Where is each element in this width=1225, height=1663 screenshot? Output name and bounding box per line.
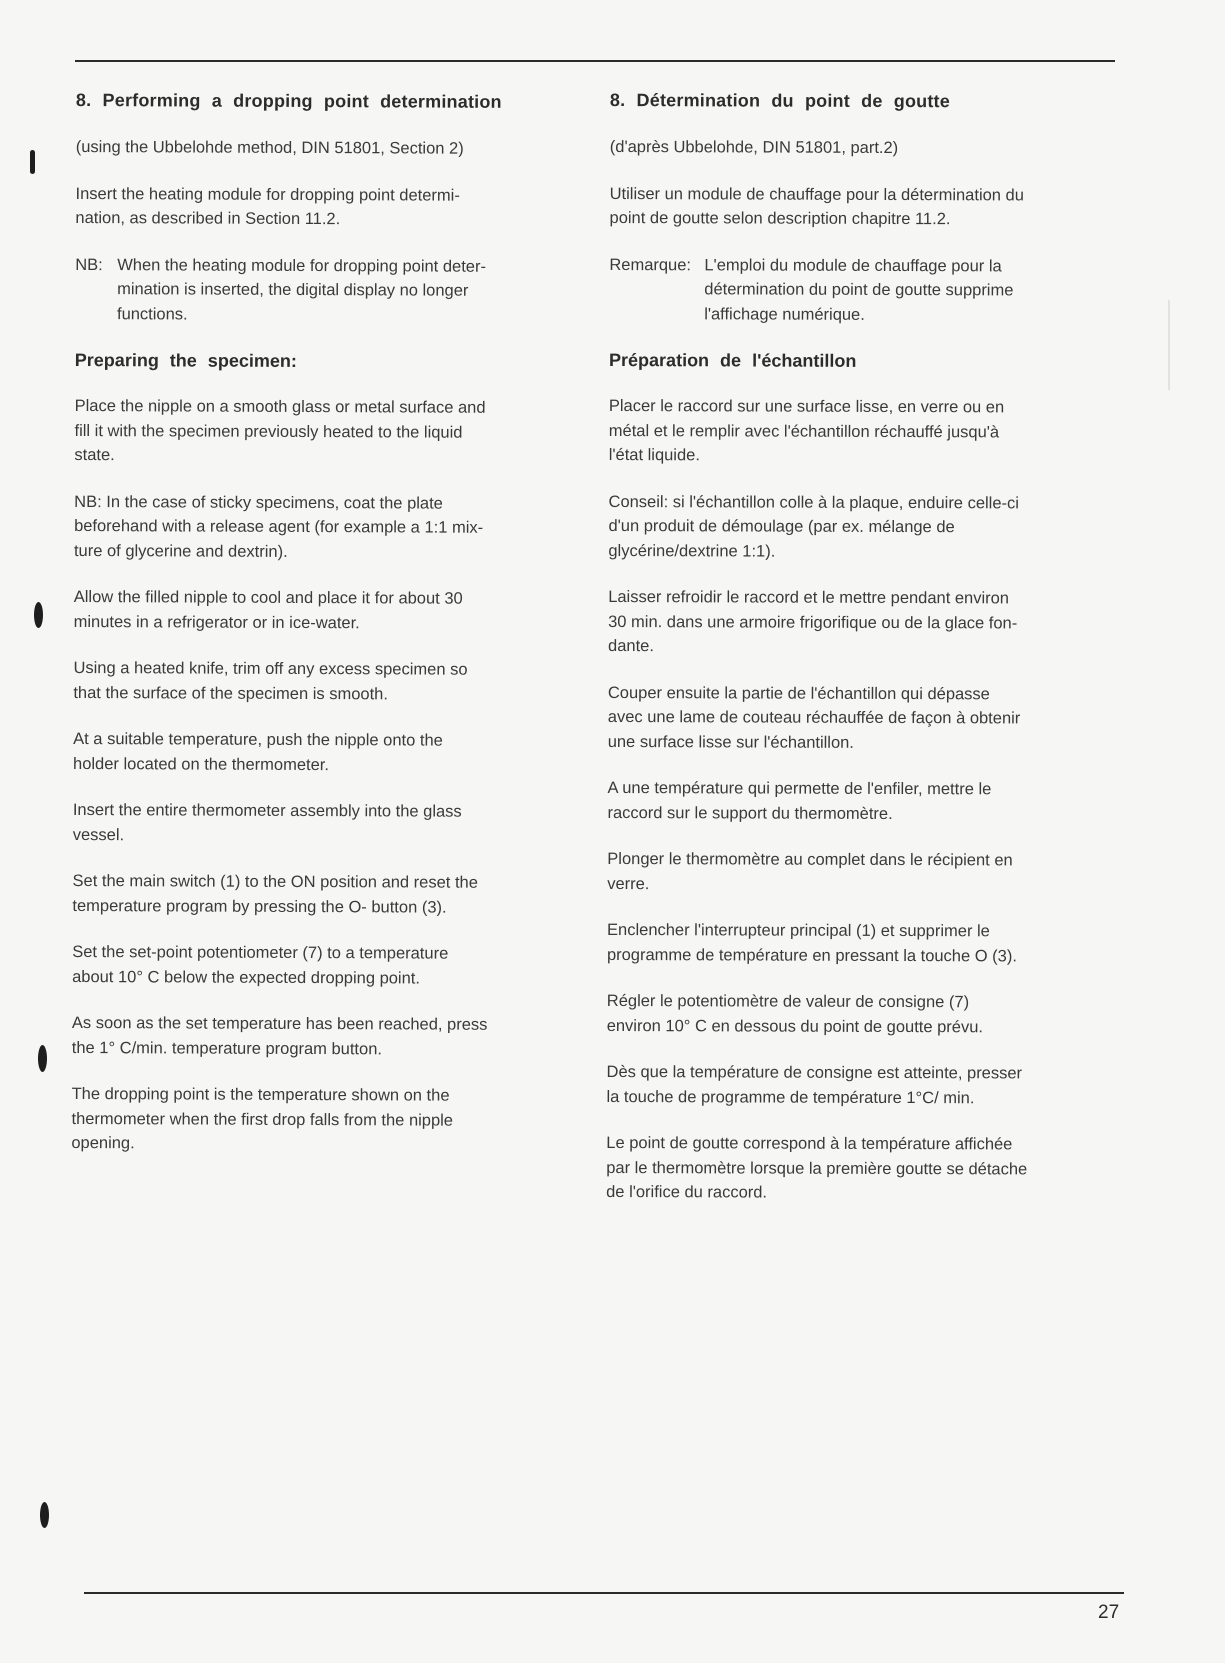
english-paragraph: Insert the entire thermometer assembly into the glass vessel. — [72, 800, 462, 844]
page-number: 27 — [1098, 1602, 1120, 1623]
english-subheading: Preparing the specimen: — [74, 349, 297, 371]
bottom-rule — [84, 1592, 1124, 1594]
english-insert-paragraph: Insert the heating module for dropping point determi- nation, as described in Section 11.2. — [75, 184, 460, 229]
english-paragraph: As soon as the set temperature has been reached, press the 1° C/min. temperature program button. — [71, 1013, 488, 1058]
french-note-label: Remarque: — [609, 255, 692, 274]
french-paragraph: Régler le potentiomètre de valeur de consigne (7) environ 10° C en dessous du point de goutte prévu. — [606, 991, 984, 1036]
english-block — [71, 88, 576, 1158]
english-section-title: 8. Performing a dropping point determination — [75, 89, 502, 112]
english-column — [71, 88, 576, 1178]
scan-edge-shadow — [1168, 300, 1170, 390]
french-note-text: L'emploi du module de chauffage pour la détermination du point de goutte supprime l'affichage numérique. — [704, 255, 1014, 324]
french-insert-paragraph: Utiliser un module de chauffage pour la détermination du point de goutte selon description chapitre 11.2. — [609, 184, 1024, 229]
french-paragraph: Couper ensuite la partie de l'échantillon qui dépasse avec une lame de couteau réchauffée de façon à obtenir une surface lisse sur l'échantillon. — [607, 683, 1021, 752]
french-subheading: Préparation de l'échantillon — [609, 349, 857, 371]
english-paragraph: Using a heated knife, trim off any excess specimen so that the surface of the specimen is smooth. — [73, 658, 468, 703]
english-paragraph: The dropping point is the temperature shown on the thermometer when the first drop falls from the nipple opening. — [71, 1084, 454, 1153]
english-paragraph: Set the set-point potentiometer (7) to a temperature about 10° C below the expected dropping point. — [72, 942, 449, 988]
english-paragraph: NB: In the case of sticky specimens, coat the plate beforehand with a release agent (for example a 1:1 mix- ture of glycerine and dextrin). — [73, 492, 484, 561]
top-rule — [75, 60, 1115, 62]
french-note — [609, 252, 1109, 327]
french-paragraph: Dès que la température de consigne est atteinte, presser la touche de programme de température 1°C/ min. — [606, 1062, 1023, 1107]
english-paragraph: Set the main switch (1) to the ON position and reset the temperature program by pressing the O- button (3). — [72, 871, 478, 917]
punch-hole-mark — [40, 1502, 49, 1528]
french-method: (d'après Ubbelohde, DIN 51801, part.2) — [609, 137, 899, 158]
french-block — [606, 88, 1110, 1206]
french-paragraph: Enclencher l'interrupteur principal (1) et supprimer le programme de température en pressant la touche O (3). — [606, 920, 1017, 965]
english-paragraph: Place the nipple on a smooth glass or metal surface and fill it with the specimen previously heated to the liquid state. — [74, 396, 486, 465]
punch-hole-mark — [34, 602, 43, 628]
punch-hole-mark — [38, 1045, 47, 1072]
french-column — [606, 88, 1110, 1227]
french-paragraph: Placer le raccord sur une surface lisse, en verre ou en métal et le remplir avec l'échantillon réchauffé jusqu'à l'état liquide. — [608, 396, 1005, 465]
english-note — [75, 252, 575, 328]
english-paragraph: Allow the filled nipple to cool and place it for about 30 minutes in a refrigerator or in ice-water. — [73, 587, 463, 632]
english-method: (using the Ubbelohde method, DIN 51801, Section 2) — [75, 137, 464, 158]
french-paragraph: A une température qui permette de l'enfiler, mettre le raccord sur le support du thermomètre. — [607, 778, 992, 823]
french-paragraph: Laisser refroidir le raccord et le mettre pendant environ 30 min. dans une armoire frigorifique ou de la glace fon- dante. — [608, 587, 1018, 656]
english-note-text: When the heating module for dropping point deter- mination is inserted, the digital display no longer functions. — [116, 255, 487, 323]
french-paragraph: Le point de goutte correspond à la température affichée par le thermomètre lorsque la première goutte se détache de l'orifice du raccord. — [606, 1133, 1028, 1202]
french-paragraph: Plonger le thermomètre au complet dans le récipient en verre. — [607, 849, 1013, 893]
english-note-label: NB: — [75, 255, 103, 274]
punch-hole-mark — [30, 150, 35, 174]
french-section-title: 8. Détermination du point de goutte — [609, 89, 950, 112]
french-paragraph: Conseil: si l'échantillon colle à la plaque, enduire celle-ci d'un produit de démoulage (par ex. mélange de glycérine/dextrine 1:1). — [608, 492, 1019, 561]
english-paragraph: At a suitable temperature, push the nipple onto the holder located on the thermometer. — [73, 729, 443, 774]
